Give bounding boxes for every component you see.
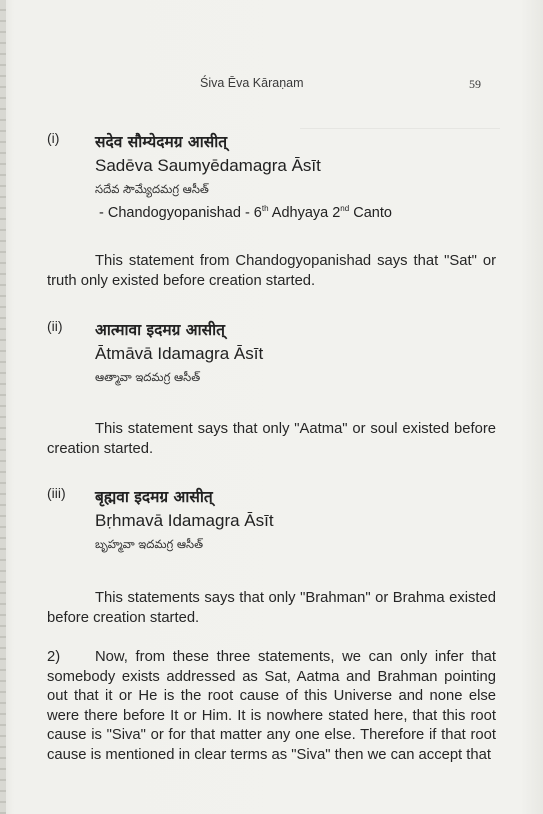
citation-sup: nd: [340, 204, 350, 213]
page-number: 59: [469, 77, 481, 91]
transliteration-line: Ātmāvā Idamagra Āsīt: [95, 344, 264, 363]
paragraph: This statement from Chandogyopanishad says that "Sat" or truth only existed before creation started.: [47, 253, 496, 289]
point-number: 2): [47, 649, 61, 665]
paragraph: This statements says that only "Brahman" or Brahma existed before creation started.: [47, 590, 496, 626]
paragraph: This statement says that only "Aatma" or soul existed before creation started.: [47, 421, 496, 457]
verse-number: (iii): [47, 485, 66, 501]
citation-text: Canto: [349, 204, 392, 221]
telugu-line: సదేవ సౌమ్యేదమగ్ర ఆసీత్: [95, 182, 209, 196]
devanagari-line: आत्मावा इदमग्र आसीत्: [95, 321, 225, 339]
citation-text: - Chandogyopanishad - 6: [99, 204, 262, 221]
source-citation: [95, 204, 392, 221]
devanagari-line: सदेव सौम्येदमग्र आसीत्: [95, 133, 228, 151]
point-2-paragraph: [47, 648, 496, 765]
devanagari-line: बृह्मवा इदमग्र आसीत्: [95, 488, 213, 506]
running-title: Śiva Ēva Kāraṇam: [200, 76, 304, 90]
citation-sup: th: [261, 204, 269, 213]
telugu-line: ఆత్మావా ఇదమగ్ర ఆసీత్: [95, 370, 201, 384]
binding-edge: [0, 0, 6, 814]
citation-text: Adhyaya 2: [268, 204, 341, 221]
point-text: Now, from these three statements, we can only infer that somebody exists addressed as Sat, Aatma and Brahman pointing out that it or He is the root cause of this Universe and none else were there before It or Him. It is nowhere stated here, that this root cause is "Siva" or for that matter any one else. Therefore if that root cause is mentioned in clear terms as "Siva" then we can accept that: [47, 649, 496, 763]
telugu-line: బృహ్మవా ఇదమగ్ర ఆసీత్: [95, 537, 204, 551]
transliteration-line: Bṛhmavā Idamagra Āsīt: [95, 511, 274, 530]
transliteration-line: Sadēva Saumyēdamagra Āsīt: [95, 156, 321, 175]
verse-number: (ii): [47, 318, 63, 334]
verse-number: (i): [47, 130, 60, 146]
